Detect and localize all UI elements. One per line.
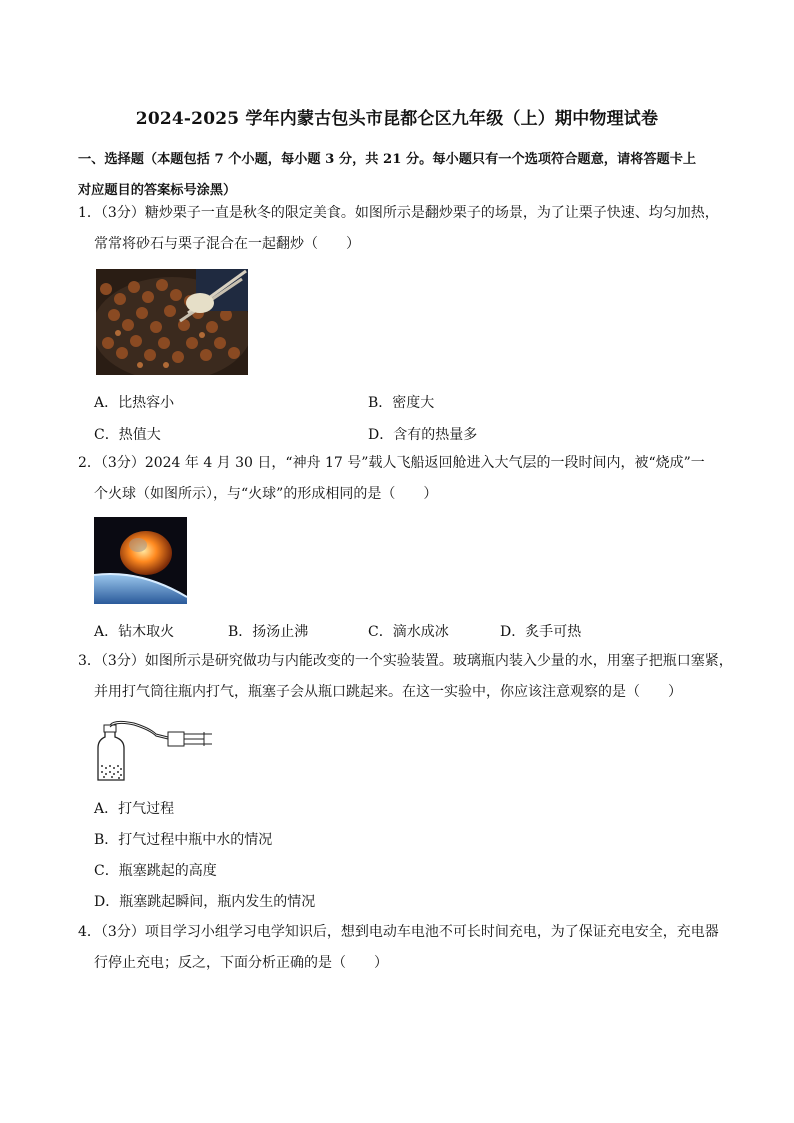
section-heading — [78, 144, 728, 206]
question-3-option-c: C．瓶塞跳起的高度 — [94, 863, 217, 879]
question-1-option-c: C．热值大 — [94, 427, 161, 443]
question-3-option-b: B．打气过程中瓶中水的情况 — [94, 832, 273, 848]
question-3 — [78, 646, 738, 708]
question-2-option-a: A．钻木取火 — [94, 624, 175, 640]
question-4 — [78, 917, 738, 979]
question-3-option-a: A．打气过程 — [94, 801, 175, 817]
question-1 — [78, 198, 738, 260]
question-1-option-d: D．含有的热量多 — [368, 427, 478, 443]
reentry-capsule-fireball-photo — [94, 517, 187, 604]
bottle-and-air-pump-diagram — [94, 720, 216, 784]
page-title: 2024-2025 学年内蒙古包头市昆都仑区九年级（上）期中物理试卷 — [135, 109, 659, 129]
question-2 — [78, 448, 738, 510]
question-1-option-a: A．比热容小 — [94, 395, 175, 411]
question-2-stem-line-2: 个火球（如图所示），与“火球”的形成相同的是（ ） — [94, 486, 438, 502]
section-heading-line-1: 一、选择题（本题包括 7 个小题，每小题 3 分，共 21 分。每小题只有一个选项符合题意，请将答题卡上 — [78, 152, 697, 167]
question-1-stem-line-2: 常常将砂石与栗子混合在一起翻炒（ ） — [94, 236, 360, 252]
question-2-option-c: C．滴水成冰 — [368, 624, 449, 640]
section-heading-line-2: 对应题目的答案标号涂黑） — [78, 183, 237, 198]
question-2-stem-line-1: 2．（3分）2024 年 4 月 30 日，“神舟 17 号”载人飞船返回舱进入大气层的一段时间内，被“烧成”一 — [78, 455, 705, 471]
roasting-chestnuts-photo — [96, 269, 248, 375]
question-3-option-d: D．瓶塞跳起瞬间，瓶内发生的情况 — [94, 894, 316, 910]
question-3-stem-line-2: 并用打气筒往瓶内打气，瓶塞子会从瓶口跳起来。在这一实验中，你应该注意观察的是（ ） — [94, 684, 682, 700]
question-1-stem-line-1: 1．（3分）糖炒栗子一直是秋冬的限定美食。如图所示是翻炒栗子的场景，为了让栗子快速、均匀加热， — [78, 205, 719, 221]
question-2-option-b: B．扬汤止沸 — [228, 624, 309, 640]
question-1-option-b: B．密度大 — [368, 395, 435, 411]
question-4-stem-line-1: 4．（3分）项目学习小组学习电学知识后，想到电动车电池不可长时间充电，为了保证充电安全，充电器 — [78, 924, 719, 940]
question-4-stem-line-2: 行停止充电；反之，下面分析正确的是（ ） — [94, 955, 388, 971]
question-2-option-d: D．炙手可热 — [500, 624, 582, 640]
question-3-stem-line-1: 3．（3分）如图所示是研究做功与内能改变的一个实验装置。玻璃瓶内装入少量的水，用塞子把瓶口塞紧， — [78, 653, 733, 669]
